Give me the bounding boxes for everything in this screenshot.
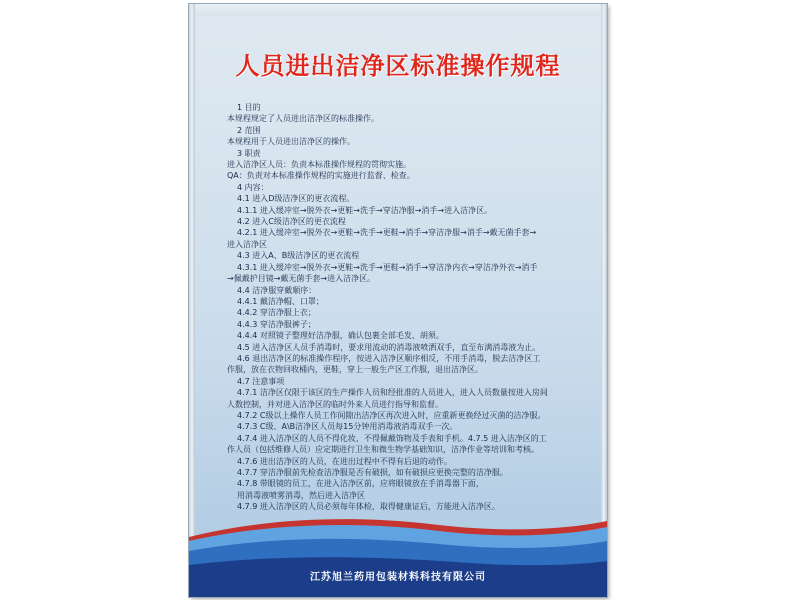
content-line: 进入洁净区 <box>227 239 267 249</box>
content-line: 2 范围 <box>237 125 261 135</box>
content-line: 用消毒液喷雾消毒，然后进入洁净区 <box>237 490 365 500</box>
company-name: 江苏旭兰药用包装材料科技有限公司 <box>310 572 486 583</box>
content-line: 4.7.4 进入洁净区的人员不得化妆，不得佩戴饰物及手表和手机。4.7.5 进入洁净区的工 <box>237 433 547 443</box>
sop-content <box>227 102 593 513</box>
content-line: 3 职责 <box>237 148 261 158</box>
content-line: 4.7.2 C级以上操作人员工作间隙出洁净区再次进入时，应重新更换经过灭菌的洁净服。 <box>237 410 546 420</box>
content-line: 人数控制，并对进入洁净区的临时外来人员进行指导和监督。 <box>227 399 443 409</box>
content-line: 4.4 洁净服穿戴顺序： <box>237 285 317 295</box>
content-line: 本规程用于人员进出洁净区的操作。 <box>227 137 355 147</box>
content-line: 1 目的 <box>237 103 261 112</box>
board-top-band <box>195 4 601 16</box>
content-line: 4.5 进入洁净区人员手消毒时，要求用流动的消毒液喷洒双手，直至布满消毒液为止。 <box>237 342 541 352</box>
decorative-wave <box>189 507 607 597</box>
content-line: 4.3 进入A、B级洁净区的更衣流程 <box>237 251 360 261</box>
content-line: 4.1 进入D级洁净区的更衣流程。 <box>237 194 355 204</box>
content-line: →佩戴护目镜→戴无菌手套→进入洁净区。 <box>227 274 376 284</box>
content-line: 4.1.1 进入缓冲室→脱外衣→更鞋→洗手→穿洁净服→消手→进入洁净区。 <box>237 205 493 215</box>
sop-sign-board <box>189 4 607 597</box>
content-line: QA：负责对本标准操作规程的实施进行监督、检查。 <box>227 171 415 181</box>
content-line: 本规程规定了人员进出洁净区的标准操作。 <box>227 114 379 124</box>
content-line: 作服，放在衣物回收桶内，更鞋，穿上一般生产区工作服，退出洁净区。 <box>227 365 483 375</box>
content-line: 进入洁净区人员：负责本标准操作规程的贯彻实施。 <box>227 160 411 170</box>
content-line: 4.3.1 进入缓冲室→脱外衣→更鞋→洗手→更鞋→消手→穿洁净内衣→穿洁净外衣→消手 <box>237 262 538 272</box>
content-line: 4.7 注意事项 <box>237 376 285 386</box>
content-line: 4.7.8 带眼镜的员工，在进入洁净区前，应将眼镜放在手消毒器下面， <box>237 479 484 489</box>
content-line: 4.7.1 洁净区仅限于该区的生产操作人员和经批准的人员进入，进入人员数量按进入房间 <box>237 388 548 398</box>
content-line: 4.2 进入C级洁净区的更衣流程 <box>237 217 346 227</box>
content-line: 4.4.3 穿洁净服裤子； <box>237 319 316 329</box>
content-line: 4.6 退出洁净区的标准操作程序，按进入洁净区顺序相反，不用手消毒，脱去洁净区工 <box>237 353 541 363</box>
content-line: 4.4.2 穿洁净服上衣； <box>237 308 316 318</box>
content-line: 4.4.4 对照镜子整理好洁净服，确认包裹全部毛发、胡须。 <box>237 331 444 341</box>
content-line: 4.7.9 进入洁净区的人员必须每年体检，取得健康证后，方能进入洁净区。 <box>237 502 500 512</box>
content-line: 4.4.1 戴洁净帽、口罩； <box>237 296 324 306</box>
content-line: 作人员（包括维修人员）应定期进行卫生和微生物学基础知识，洁净作业等培训和考核。 <box>227 445 539 455</box>
content-line: 4 内容： <box>237 182 269 192</box>
content-line: 4.2.1 进入缓冲室→脱外衣→更鞋→洗手→更鞋→消手→穿洁净服→消手→戴无菌手套→ <box>237 228 537 238</box>
content-line: 4.7.6 进出洁净区的人员，在进出过程中不得有后退的动作。 <box>237 456 452 466</box>
sign-title: 人员进出洁净区标准操作规程 <box>235 52 561 80</box>
content-line: 4.7.7 穿洁净服前先检查洁净服是否有破损，如有破损应更换完整的洁净服。 <box>237 468 508 477</box>
content-line: 4.7.3 C级、A\B洁净区人员每15分钟用消毒液消毒双手一次。 <box>237 422 458 432</box>
